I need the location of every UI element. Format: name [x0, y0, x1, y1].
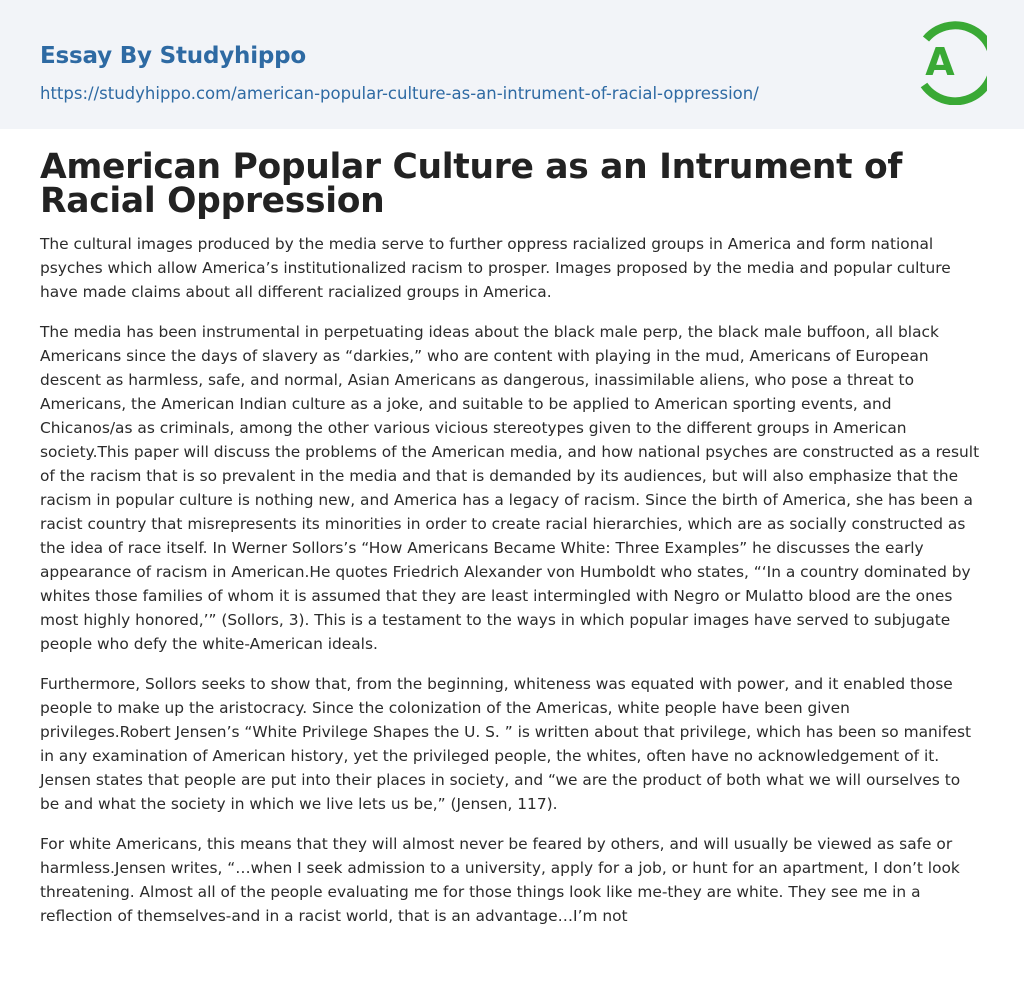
essay-paragraph-1: The cultural images produced by the media serve to further oppress racialized groups in America and form national psyches which allow America’s institutionalized racism to prosper. Images proposed by the media and popular culture have made claims about all different racialized groups in America.	[40, 235, 951, 301]
essay-content	[0, 129, 1024, 928]
logo-letter: A	[925, 40, 955, 84]
site-title: Essay By Studyhippo	[40, 43, 307, 69]
essay-title: American Popular Culture as an Intrument of Racial Oppression	[40, 147, 903, 221]
essay-paragraph-2: The media has been instrumental in perpetuating ideas about the black male perp, the black male buffoon, all black Americans since the days of slavery as “darkies,” who are content with playing in the mud, Americans of European descent as harmless, safe, and normal, Asian Americans as dangerous, inassimilable aliens, who pose a threat to Americans, the American Indian culture as a joke, and suitable to be applied to American sporting events, and Chicanos/as as criminals, among the other various vicious stereotypes given to the different groups in American society.This paper will discuss the problems of the American media, and how national psyches are constructed as a result of the racism that is so prevalent in the media and that is demanded by its audiences, but will also emphasize that the racism in popular culture is nothing new, and America has a legacy of racism. Since the birth of America, she has been a racist country that misrepresents its minorities in order to create racial hierarchies, which are as socially constructed as the idea of race itself. In Werner Sollors’s “How Americans Became White: Three Examples” he discusses the early appearance of racism in American.He quotes Friedrich Alexander von Humboldt who states, “‘In a country dominated by whites those families of whom it is assumed that they are least intermingled with Negro or Mulatto blood are the ones most highly honored,’” (Sollors, 3). This is a testament to the ways in which popular images have served to subjugate people who defy the white-American ideals.	[40, 323, 980, 653]
essay-paragraph-4: For white Americans, this means that they will almost never be feared by others, and will usually be viewed as safe or harmless.Jensen writes, “…when I seek admission to a university, apply for a job, or hunt for an apartment, I don’t look threatening. Almost all of the people evaluating me for those things look like me-they are white. They see me in a reflection of themselves-and in a racist world, that is an advantage…I’m not	[40, 835, 960, 925]
page-header	[0, 0, 1024, 129]
source-url-link[interactable]: https://studyhippo.com/american-popular-culture-as-an-intrument-of-racial-oppression/	[40, 84, 759, 103]
studyhippo-logo[interactable]	[913, 19, 987, 105]
essay-paragraph-3: Furthermore, Sollors seeks to show that, from the beginning, whiteness was equated with power, and it enabled those people to make up the aristocracy. Since the colonization of the Americas, white people have been given privileges.Robert Jensen’s “White Privilege Shapes the U. S. ” is written about that privilege, which has been so manifest in any examination of American history, yet the privileged people, the whites, often have no acknowledgement of it. Jensen states that people are put into their places in society, and “we are the product of both what we will ourselves to be and what the society in which we live lets us be,” (Jensen, 117).	[40, 675, 972, 813]
